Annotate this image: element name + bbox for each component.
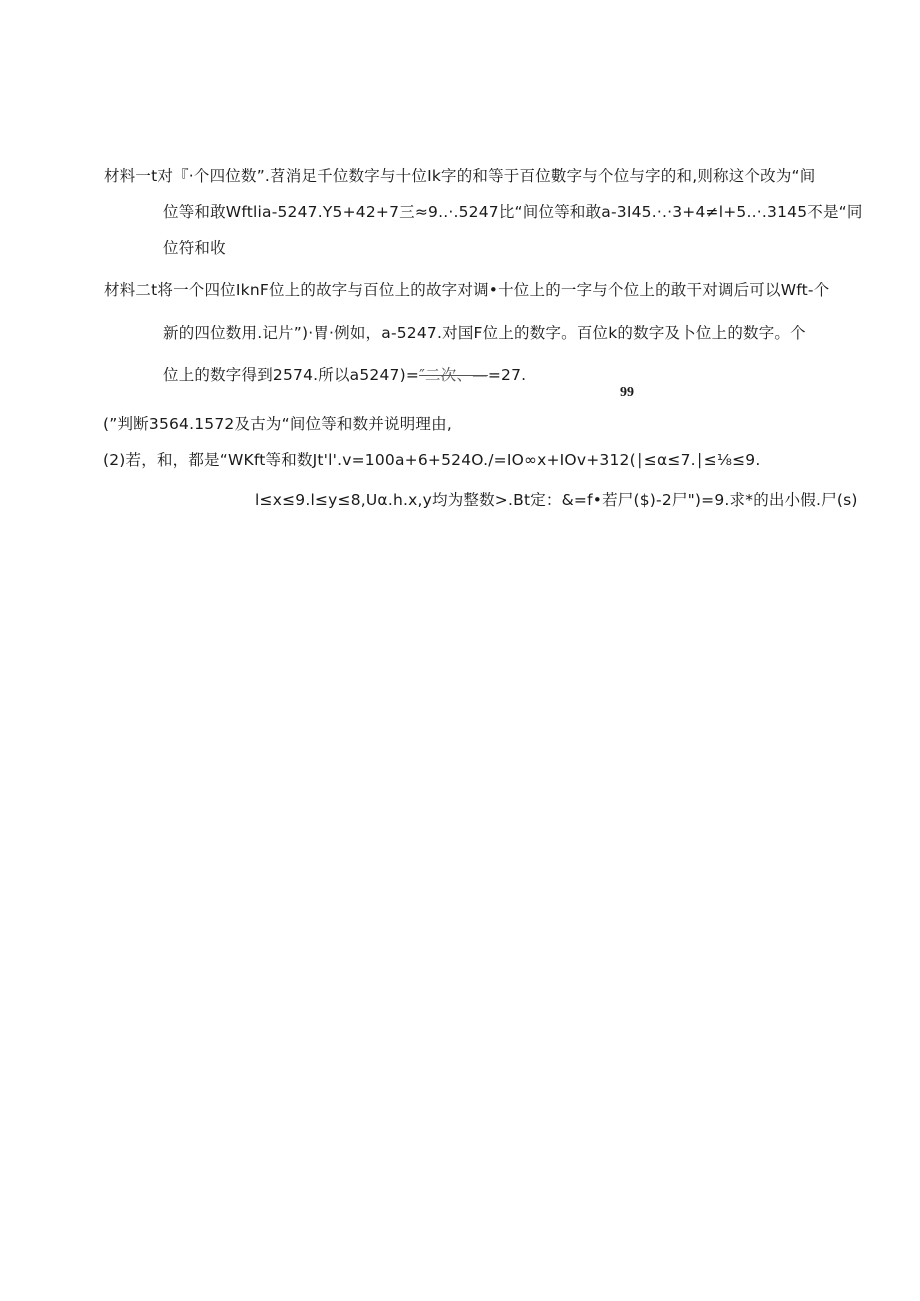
material1-line2: 位等和敢Wftlia-5247.Y5+42+7三≈9..·.5247比“间位等和敢a-3I45.·.·3+4≠l+5..·.3145不是“同 [163, 203, 863, 221]
material2-strikethrough-text: ″二次、— [419, 366, 488, 384]
material2-line3-result: =27. [487, 366, 527, 384]
material2-line2: 新的四位数用.记片”)·胃·例如，a-5247.对国F位上的数字。百位k的数字及卜位上的数字。个 [163, 324, 806, 342]
material2-line3 [163, 365, 526, 385]
question2-line1: (2)若，和，都是“WKft等和数Jt'l'.v=100a+6+524O./=IO∞x+IOv+312(∣≤α≤7.∣≤⅛≤9. [103, 451, 761, 469]
material1-line3: 位符和收 [163, 239, 226, 257]
material1-line1: 材料一t对『·个四位数”.苕消足千位数字与十位Ik字的和等于百位數字与个位与字的和,则称这个改为“间 [104, 167, 816, 185]
question2-line2: l≤x≤9.l≤y≤8,Uα.h.x,y均为整数>.Bt定：&=f•若尸($)-2尸")=9.求*的出小假.尸(s) [255, 491, 858, 509]
material2-line1: 材料二t将一个四位IknF位上的故字与百位上的故字对调•十位上的一字与个位上的敢干对调后可以Wft-个 [104, 281, 830, 299]
material2-denominator: 99 [620, 385, 634, 400]
question1: (”判断3564.1572及古为“间位等和数并说明理由, [103, 415, 452, 433]
material2-line3-text: 位上的数字得到2574.所以a5247)= [163, 366, 420, 384]
